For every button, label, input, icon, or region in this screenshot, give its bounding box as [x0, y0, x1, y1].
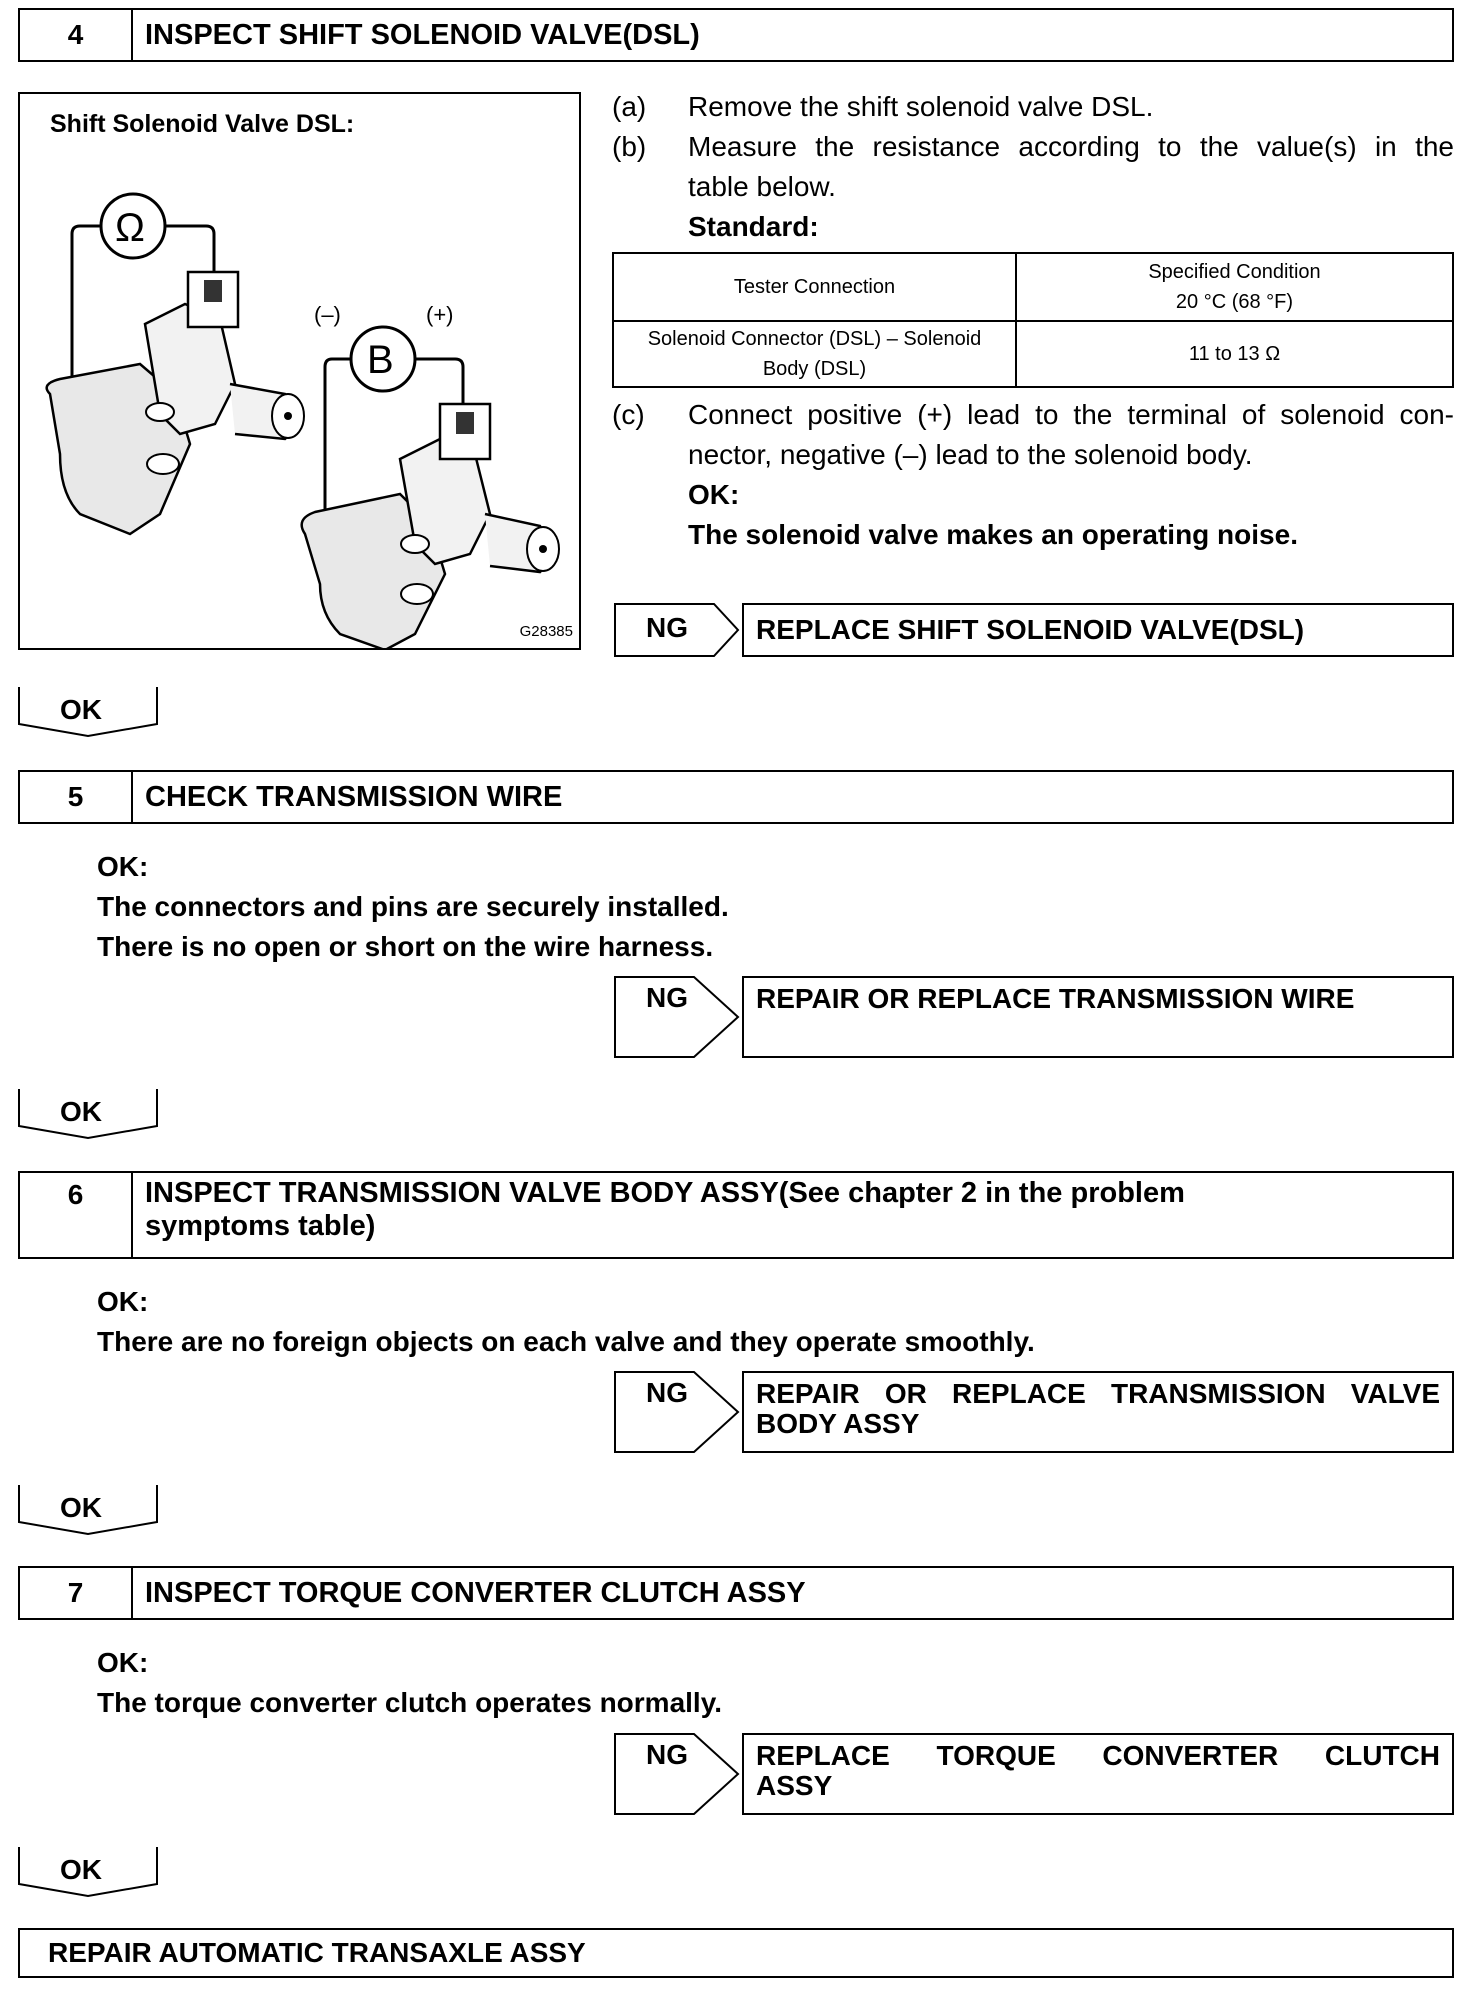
- step-title: INSPECT TORQUE CONVERTER CLUTCH ASSY: [145, 1577, 806, 1609]
- figure-title: Shift Solenoid Valve DSL:: [50, 110, 355, 138]
- solenoid-illustration: [20, 94, 579, 648]
- ng-label: NG: [646, 982, 688, 1013]
- plus-label: (+): [426, 302, 454, 327]
- step-5-ng-result: [614, 976, 1454, 1058]
- ok-text: The solenoid valve makes an operating noise.: [688, 519, 1298, 550]
- table-header-connection: Tester Connection: [613, 253, 1016, 321]
- standard-label: Standard:: [688, 211, 819, 242]
- step-7-ng-result: [614, 1733, 1454, 1815]
- instruction-c: (c) Connect positive (+) lead to the terminal of solenoid con-: [612, 399, 1454, 430]
- ok-proceed-button: OK: [18, 1484, 158, 1541]
- ng-label: NG: [646, 1739, 688, 1770]
- ng-action: REPLACE SHIFT SOLENOID VALVE(DSL): [742, 603, 1454, 657]
- step-7-header: [18, 1566, 1454, 1620]
- ok-proceed-button: OK: [18, 1088, 158, 1145]
- battery-symbol: B: [367, 338, 394, 382]
- step-4-header: [18, 8, 1454, 62]
- step-7-ok: OK: The torque converter clutch operates normally.: [97, 1647, 722, 1718]
- step-6-ok: OK: There are no foreign objects on each valve and they operate smoothly.: [97, 1286, 1035, 1357]
- step-4-instructions-c: [612, 395, 1454, 555]
- ng-label: NG: [646, 1377, 688, 1408]
- step-number: 4: [20, 10, 133, 60]
- table-header-condition: Specified Condition 20 °C (68 °F): [1016, 253, 1453, 321]
- final-action-box: [18, 1928, 1454, 1978]
- step-number: 7: [20, 1568, 133, 1618]
- minus-label: (–): [314, 302, 341, 327]
- step-4-instructions: [612, 87, 1454, 247]
- step-number: 5: [20, 772, 133, 822]
- step-title: INSPECT TRANSMISSION VALVE BODY ASSY(See chapter 2 in the problem symptoms table): [145, 1177, 1185, 1242]
- ng-action: REPAIR OR REPLACE TRANSMISSION WIRE: [742, 976, 1454, 1058]
- instruction-a: (a) Remove the shift solenoid valve DSL.: [612, 91, 1154, 122]
- ng-action: REPAIR OR REPLACE TRANSMISSION VALVE BODY ASSY: [742, 1371, 1454, 1453]
- solenoid-figure: [18, 92, 581, 650]
- step-title: INSPECT SHIFT SOLENOID VALVE(DSL): [145, 19, 700, 51]
- step-4-ng-result: [614, 603, 1454, 657]
- table-cell-condition: 11 to 13 Ω: [1016, 321, 1453, 387]
- step-title: CHECK TRANSMISSION WIRE: [145, 781, 563, 813]
- ng-action: REPLACE TORQUE CONVERTER CLUTCH ASSY: [742, 1733, 1454, 1815]
- ok-proceed-button: OK: [18, 686, 158, 743]
- ohm-symbol: Ω: [115, 206, 145, 250]
- step-6-header: [18, 1171, 1454, 1259]
- step-6-ng-result: [614, 1371, 1454, 1453]
- step-5-header: [18, 770, 1454, 824]
- ng-label: NG: [646, 612, 688, 643]
- step-5-ok: OK: The connectors and pins are securely installed. There is no open or short on the wire harness.: [97, 851, 729, 962]
- instruction-b: (b) Measure the resistance according to the value(s) in the: [612, 131, 1454, 162]
- standard-table: [612, 252, 1454, 388]
- step-number: 6: [20, 1173, 133, 1257]
- ok-label: OK:: [688, 479, 740, 510]
- instruction-c-cont: nector, negative (–) lead to the solenoid body.: [688, 439, 1253, 470]
- table-cell-connection: Solenoid Connector (DSL) – Solenoid Body (DSL): [613, 321, 1016, 387]
- figure-code: G28385: [519, 623, 573, 640]
- final-action: REPAIR AUTOMATIC TRANSAXLE ASSY: [48, 1937, 586, 1968]
- ok-proceed-button: OK: [18, 1846, 158, 1903]
- instruction-b-cont: table below.: [688, 171, 836, 202]
